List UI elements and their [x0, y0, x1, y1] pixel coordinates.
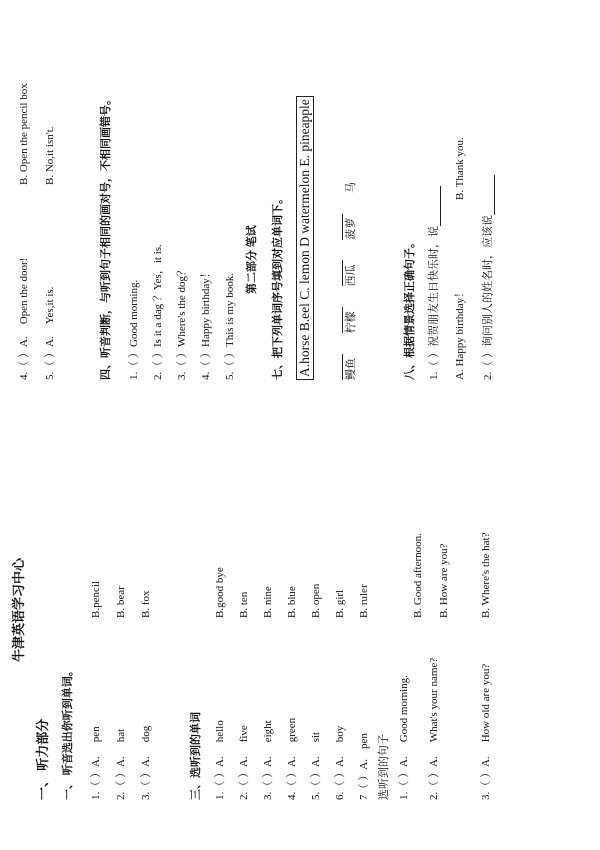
- judge-item: 3.（ ）Where's the dog？: [176, 264, 188, 380]
- option-b: B. Thank you.: [454, 137, 466, 200]
- option-b: B.good bye: [214, 567, 226, 618]
- option-b: B.pencil: [90, 581, 102, 618]
- part8-title: 八、根据情景选择正确句子。: [404, 237, 416, 380]
- option-a: pen: [358, 733, 370, 750]
- item-number: 5.（ ）A.: [310, 756, 322, 800]
- question-text: 1.（ ）祝贺朋友生日快乐时，说: [428, 226, 440, 380]
- option-b: B. girl: [334, 589, 346, 618]
- item-number: 1.（ ）A.: [398, 756, 410, 800]
- judge-item: 4.（ ）Happy birthday！: [200, 267, 212, 380]
- question-text: 2.（ ）询问别人的姓名时，应该说: [482, 215, 494, 380]
- section-listening: 一、 听力部分: [35, 718, 50, 800]
- option-b: B. fox: [140, 590, 152, 618]
- item-number: 7（ ）A.: [358, 759, 370, 800]
- item-number: 5.（ ）A.: [44, 336, 56, 380]
- item-number: 2.（ ）A.: [238, 756, 250, 800]
- option-b: B. bear: [115, 586, 127, 618]
- option-b: B. ruler: [358, 584, 370, 618]
- option-a: Good morning.: [398, 675, 410, 743]
- sentences-title: 选听到的句子: [378, 734, 390, 800]
- option-a: A. Happy birthday！: [454, 286, 466, 380]
- option-a: five: [238, 725, 250, 743]
- answer-blank[interactable]: [332, 354, 343, 380]
- item-number: 4.（ ）A.: [286, 756, 298, 800]
- part3-title: 三、选听到的单词: [190, 712, 202, 800]
- part1-title: 一、 听音选出你听到单词。: [62, 665, 74, 800]
- answer-blank[interactable]: [332, 307, 343, 333]
- judge-item: 5.（ ）This is my book.: [224, 273, 236, 380]
- item-number: 2.（ ）A.: [115, 756, 127, 800]
- word-eel: 鳗鱼: [345, 358, 357, 380]
- word-lemon: 柠檬: [345, 311, 357, 334]
- option-a: boy: [334, 725, 346, 743]
- option-a: Open the door!: [18, 257, 30, 325]
- item-number: 2.（ ）A.: [428, 756, 440, 800]
- option-a: green: [286, 717, 298, 743]
- option-a: What's your name?: [428, 657, 440, 743]
- word-bank-box: A.horse B.eel C. lemon D watermelon E. pineapple: [296, 96, 314, 380]
- item-number: 3.（ ）A.: [262, 756, 274, 800]
- option-b: B. ten: [238, 591, 250, 618]
- option-b: B. nine: [262, 586, 274, 618]
- option-b: B. Where's the hat?: [480, 532, 492, 618]
- judge-item: 2.（ ）Is it a dag ？Yes，it is.: [152, 244, 164, 380]
- item-number: 6.（ ）A.: [334, 756, 346, 800]
- word-pineapple: 菠萝: [345, 217, 357, 240]
- answer-blank[interactable]: [484, 175, 495, 215]
- option-a: pen: [90, 726, 102, 743]
- part4-title: 四、听音判断，与听到句子相同的画对号，不相同画错号。: [100, 94, 112, 380]
- item-number: 3.（ ）A.: [140, 756, 152, 800]
- option-a: sit: [310, 731, 322, 743]
- word-watermelon: 西瓜: [345, 264, 357, 287]
- item-number: 4.（ ）A.: [18, 336, 30, 380]
- option-b: B. open: [310, 583, 322, 618]
- option-a: Yes,it is.: [44, 286, 56, 325]
- item-number: 1.（ ）A.: [90, 756, 102, 800]
- option-a: eight: [262, 720, 274, 743]
- option-b: B. blue: [286, 586, 298, 618]
- judge-item: 1.（ ）Good morning.: [128, 279, 140, 380]
- option-b: B. No,it isn't.: [44, 126, 56, 185]
- option-b: B. Open the pencil box: [18, 83, 30, 185]
- option-a: dog: [140, 725, 152, 743]
- word-list: [345, 182, 358, 380]
- word-blanks-row: [330, 196, 343, 380]
- center-title: 牛津英语学习中心: [11, 557, 26, 662]
- item-number: 3.（ ）A.: [480, 756, 492, 800]
- answer-blank[interactable]: [332, 214, 343, 240]
- item-number: 1.（ ）A.: [214, 756, 226, 800]
- answer-blank[interactable]: [332, 261, 343, 287]
- part2-header: 第二部分 笔试: [246, 225, 258, 294]
- option-b: B. Good afternoon.: [412, 533, 424, 618]
- answer-blank[interactable]: [430, 186, 441, 226]
- option-a: How old are you?: [480, 663, 492, 743]
- word-horse: 马: [345, 182, 357, 193]
- option-b: B. How are you?: [438, 543, 450, 618]
- option-a: hat: [115, 728, 127, 743]
- option-a: hello: [214, 720, 226, 743]
- part7-title: 七、把下列单词序号填到对应单词下。: [272, 193, 284, 380]
